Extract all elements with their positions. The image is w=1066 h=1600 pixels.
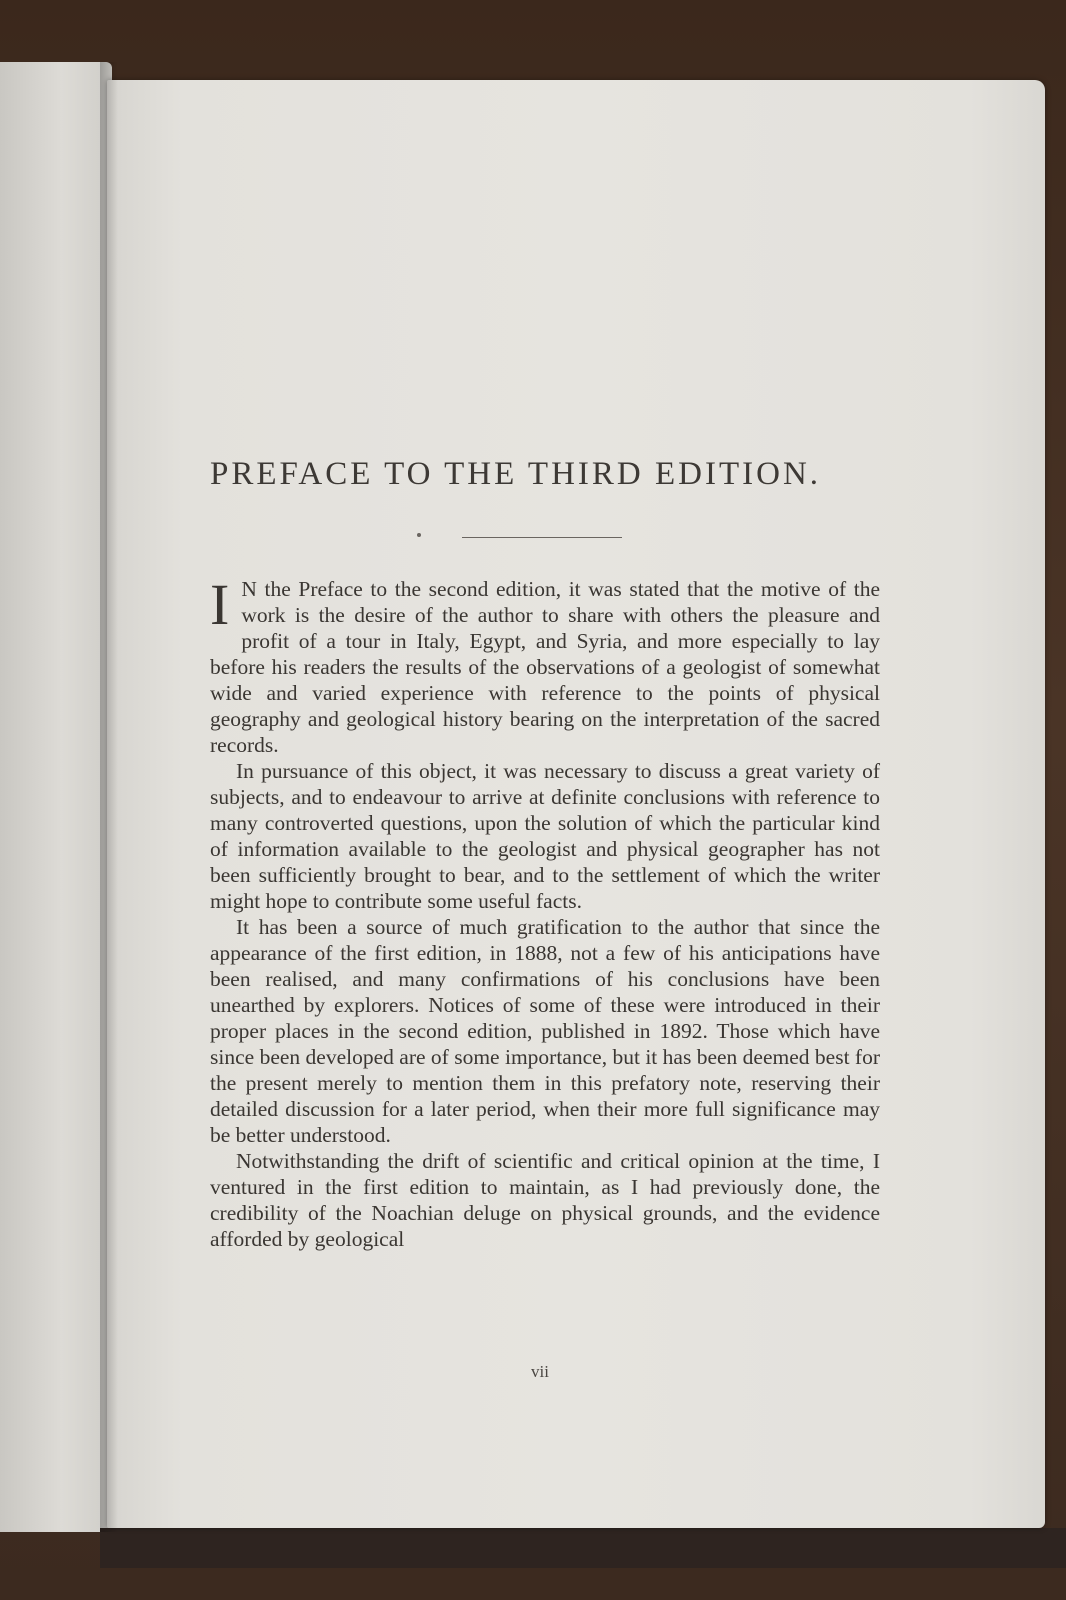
paragraph-4: Notwithstanding the drift of scientific and critical opinion at the time, I ventured in the first edition to maintain, as I had previously done, the credibility of the Noachian deluge on physical grounds, and the evidence afforded by geological [210, 1149, 880, 1251]
paragraph-1-text: N the Preface to the second edition, it was stated that the motive of the work is the desire of the author to share with others the pleasure and profit of a tour in Italy, Egypt, and Syria, and more especially to lay before his readers the results of the observations of a geologist of somewhat wide and varied experience with reference to the points of physical geography and geological history bearing on the interpretation of the sacred records. [210, 577, 880, 757]
book-cover-edge [100, 1528, 1066, 1568]
page-title: PREFACE TO THE THIRD EDITION. [210, 456, 822, 492]
drop-cap: I [210, 572, 230, 637]
paragraph-3: It has been a source of much gratification to the author that since the appearance of the first edition, in 1888, not a few of his anticipations have been realised, and many confirmations of his conclusions have been unearthed by explorers. Notices of some of these were introduced in their proper places in the second edition, published in 1892. Those which have since been developed are of some importance, but it has been deemed best for the present merely to mention them in this prefatory note, reserving their detailed discussion for a later period, when their more full significance may be better understood. [210, 915, 880, 1147]
paragraph-1 [210, 572, 880, 758]
page-number: vii [531, 1362, 549, 1381]
title-rule [462, 537, 622, 538]
left-page-edge [0, 62, 112, 1532]
gutter-shadow [100, 62, 118, 1532]
paragraph-2: In pursuance of this object, it was necessary to discuss a great variety of subjects, and to endeavour to arrive at definite conclusions with reference to many controverted questions, upon the solution of which the particular kind of information available to the geologist and physical geographer has not been sufficiently brought to bear, and to the settlement of which the writer might hope to contribute some useful facts. [210, 759, 880, 913]
body-text [210, 572, 880, 1252]
ornament-dot [417, 533, 421, 537]
